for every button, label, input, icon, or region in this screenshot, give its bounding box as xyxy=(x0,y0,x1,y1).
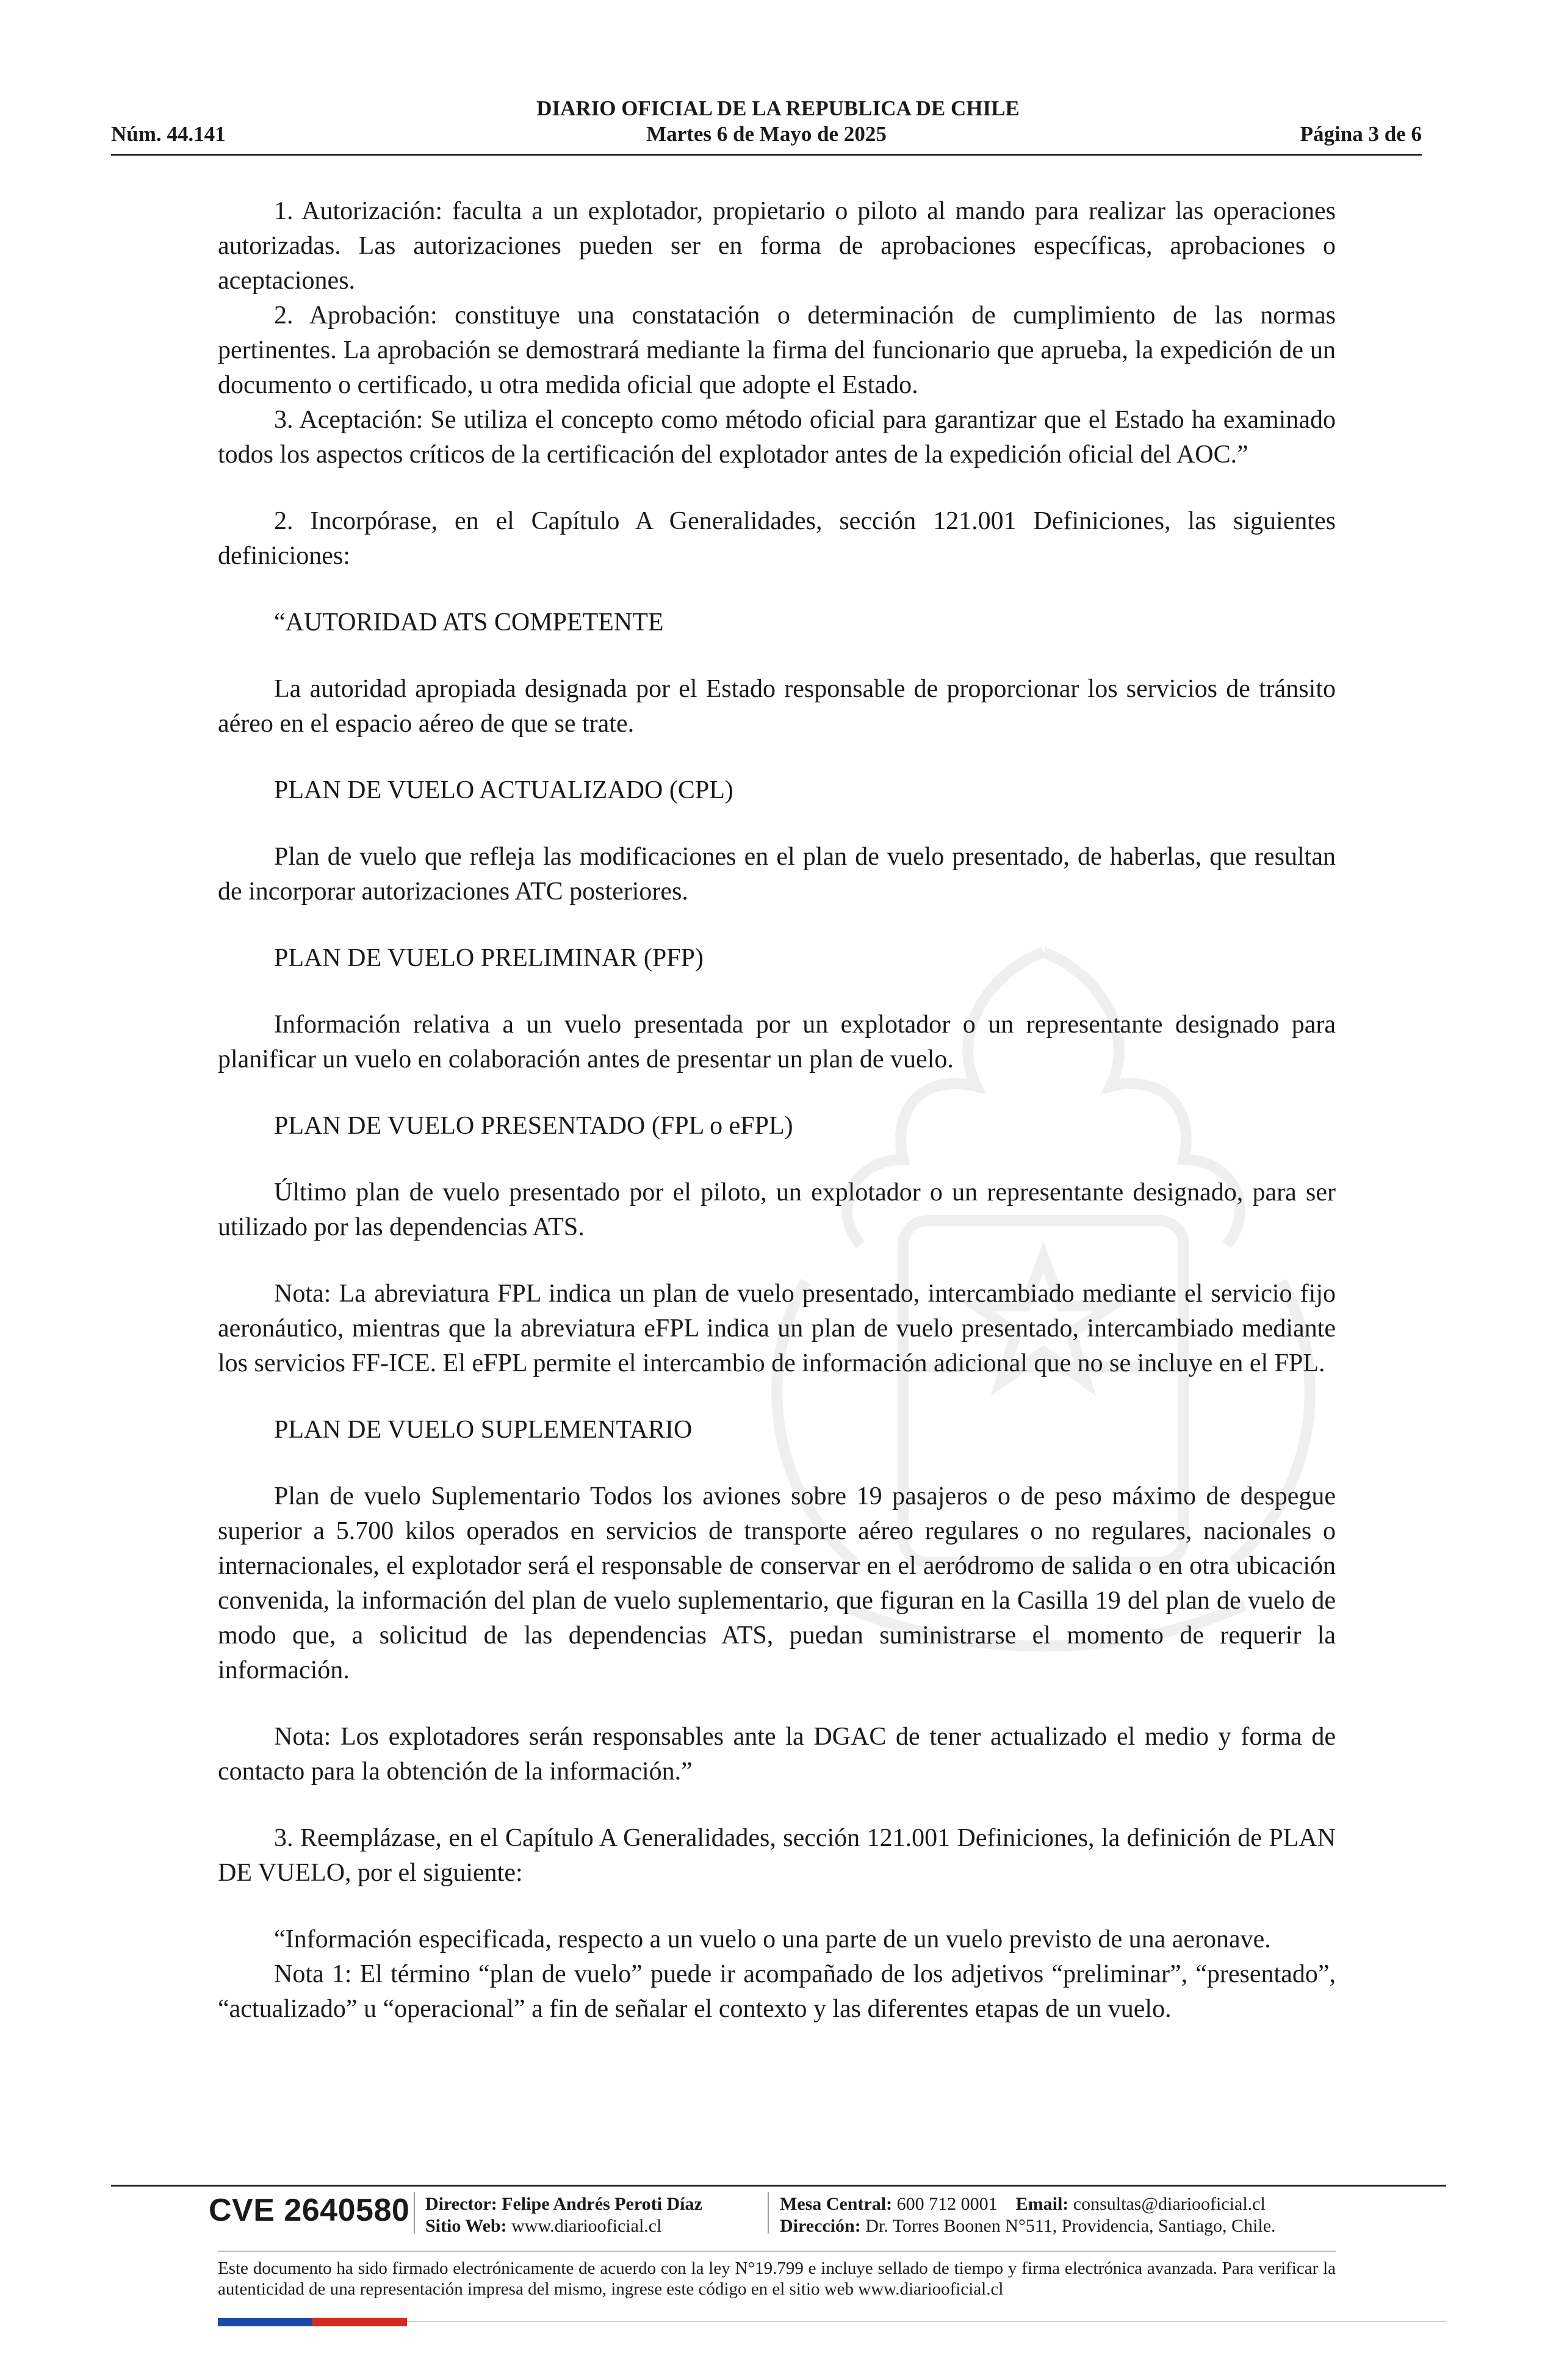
footer-separator xyxy=(768,2192,769,2234)
footer-separator xyxy=(414,2192,415,2234)
header-divider xyxy=(111,154,1422,156)
paragraph: Información relativa a un vuelo presentada por un explotador o un representante designado para planificar un vuelo en colaboración antes de presentar un plan de vuelo. xyxy=(218,1011,1336,1073)
paragraph: Último plan de vuelo presentado por el piloto, un explotador o un representante designado, para ser utilizado por las dependencias ATS. xyxy=(218,1178,1336,1241)
email-label: Email: xyxy=(1015,2194,1069,2214)
mesa-central-label: Mesa Central: xyxy=(780,2194,893,2214)
paragraph: 3. Aceptación: Se utiliza el concepto como método oficial para garantizar que el Estado ha examinado todos los aspectos críticos de la certificación del explotador antes de la expedición oficial del AOC.” xyxy=(218,406,1336,469)
address-label: Dirección: xyxy=(780,2216,861,2236)
website-label: Sitio Web: xyxy=(425,2216,507,2236)
paragraph: 1. Autorización: faculta a un explotador, propietario o piloto al mando para realizar las operaciones autorizadas. Las autorizaciones pueden ser en forma de aprobaciones específicas, aprobaciones o aceptaciones. xyxy=(218,197,1336,295)
website-link[interactable]: www.diariooficial.cl xyxy=(511,2216,662,2236)
page-indicator: Página 3 de 6 xyxy=(1300,122,1422,146)
paragraph: Plan de vuelo que refleja las modificaciones en el plan de vuelo presentado, de haberlas, que resultan de incorporar autorizaciones ATC posteriores. xyxy=(218,843,1336,906)
definition-heading: PLAN DE VUELO PRELIMINAR (PFP) xyxy=(274,944,704,972)
flag-stripe-blue xyxy=(218,2318,312,2326)
paragraph: 2. Incorpórase, en el Capítulo A Generalidades, sección 121.001 Definiciones, las siguientes definiciones: xyxy=(218,507,1336,570)
footer-divider xyxy=(111,2185,1446,2187)
footer-inner-divider xyxy=(218,2251,1336,2252)
flag-stripe-red xyxy=(312,2318,407,2326)
cve-code: CVE 2640580 xyxy=(209,2193,410,2228)
definition-heading: PLAN DE VUELO PRESENTADO (FPL o eFPL) xyxy=(274,1112,793,1140)
mesa-central-phone: 600 712 0001 xyxy=(896,2194,998,2214)
note-paragraph: Nota: Los explotadores serán responsables ante la DGAC de tener actualizado el medio y forma de contacto para la obtención de la información.” xyxy=(218,1723,1336,1786)
paragraph: “Información especificada, respecto a un vuelo o una parte de un vuelo previsto de una aeronave. xyxy=(274,1925,1271,1953)
director-name: Felipe Andrés Peroti Díaz xyxy=(502,2194,702,2214)
definition-heading: “AUTORIDAD ATS COMPETENTE xyxy=(274,608,664,636)
footer-contact-block xyxy=(780,2193,1276,2237)
paragraph: 3. Reemplázase, en el Capítulo A Generalidades, sección 121.001 Definiciones, la definición de PLAN DE VUELO, por el siguiente: xyxy=(218,1824,1336,1887)
footer-director-block xyxy=(425,2193,702,2237)
address-text: Dr. Torres Boonen N°511, Providencia, Santiago, Chile. xyxy=(865,2216,1276,2236)
paragraph: 2. Aprobación: constituye una constatación o determinación de cumplimiento de las normas pertinentes. La aprobación se demostrará mediante la firma del funcionario que aprueba, la expedición de un documento o certificado, u otra medida oficial que adopte el Estado. xyxy=(218,301,1336,399)
definition-heading: PLAN DE VUELO ACTUALIZADO (CPL) xyxy=(274,776,733,804)
legal-notice: Este documento ha sido firmado electrónicamente de acuerdo con la ley N°19.799 e incluye sellado de tiempo y firma electrónica avanzada. Para verificar la autenticidad de una representación impresa del mismo, ingrese este código en el sitio web www.diariooficial.cl xyxy=(218,2259,1336,2299)
issue-number: Núm. 44.141 xyxy=(111,122,226,146)
paragraph: Plan de vuelo Suplementario Todos los aviones sobre 19 pasajeros o de peso máximo de despegue superior a 5.700 kilos operados en servicios de transporte aéreo regulares o no regulares, nacionales o internacionales, el explotador será el responsable de conservar en el aeródromo de salida o en otra ubicación convenida, la información del plan de vuelo suplementario, que figuran en la Casilla 19 del plan de vuelo de modo que, a solicitud de las dependencias ATS, puedan suministrarse el momento de requerir la información. xyxy=(218,1482,1336,1684)
note-paragraph: Nota 1: El término “plan de vuelo” puede ir acompañado de los adjetivos “preliminar”, “presentado”, “actualizado” u “operacional” a fin de señalar el contexto y las diferentes etapas de un vuelo. xyxy=(218,1960,1336,2023)
issue-date: Martes 6 de Mayo de 2025 xyxy=(646,122,887,146)
newspaper-title: DIARIO OFICIAL DE LA REPUBLICA DE CHILE xyxy=(536,96,1020,120)
definition-heading: PLAN DE VUELO SUPLEMENTARIO xyxy=(274,1416,693,1444)
director-label: Director: xyxy=(425,2194,497,2214)
document-body xyxy=(218,194,1336,2027)
email-link[interactable]: consultas@diariooficial.cl xyxy=(1073,2194,1266,2214)
paragraph: La autoridad apropiada designada por el Estado responsable de proporcionar los servicios de tránsito aéreo en el espacio aéreo de que se trate. xyxy=(218,675,1336,738)
note-paragraph: Nota: La abreviatura FPL indica un plan de vuelo presentado, intercambiado mediante el servicio fijo aeronáutico, mientras que la abreviatura eFPL indica un plan de vuelo presentado, intercambiado mediante los servicios FF-ICE. El eFPL permite el intercambio de información adicional que no se incluye en el FPL. xyxy=(218,1280,1336,1377)
footer-bottom-line xyxy=(407,2321,1446,2322)
